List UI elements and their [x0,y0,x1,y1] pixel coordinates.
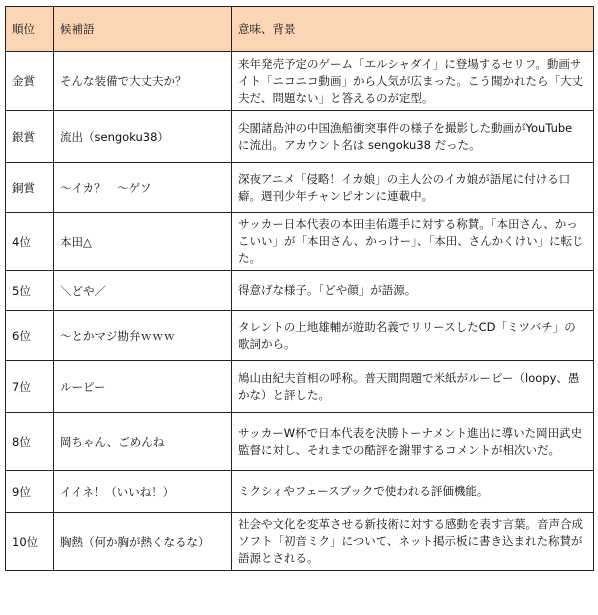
term-cell: ルーピー [54,361,232,413]
meaning-cell: 来年発売予定のゲーム「エルシャダイ」に登場するセリフ。動画サイト「ニコニコ動画」から人気が広まった。こう聞かれたら「大丈夫だ、問題ない」と答えるのが定型。 [232,52,594,111]
header-rank: 順位 [6,7,54,52]
rank-cell: 4位 [6,213,54,271]
term-cell: イイネ！（いいね！） [54,471,232,513]
rank-cell: 銀賞 [6,111,54,163]
table-row [6,271,594,311]
header-meaning: 意味、背景 [232,7,594,52]
table-row [6,311,594,361]
meaning-cell: 深夜アニメ「侵略！イカ娘」の主人公のイカ娘が語尾に付ける口癖。週刊少年チャンピオンに連載中。 [232,163,594,213]
rank-cell: 8位 [6,413,54,471]
term-cell: 本田△ [54,213,232,271]
term-cell: そんな装備で大丈夫か？ [54,52,232,111]
meaning-cell: 社会や文化を変革させる新技術に対する感動を表す言葉。音声合成ソフト「初音ミク」について、ネット掲示板に書き込まれた称賛が語源とされる。 [232,513,594,571]
header-term: 候補語 [54,7,232,52]
term-cell: 〜とかマジ勘弁ｗｗｗ [54,311,232,361]
meaning-cell: サッカー日本代表の本田圭佑選手に対する称賛。「本田さん、かっこいい」が「本田さん、かっけー」、「本田、さんかくけい」に転じた。 [232,213,594,271]
term-cell: ＼どや／ [54,271,232,311]
table-row [6,513,594,571]
meaning-cell: サッカーW杯で日本代表を決勝トーナメント進出に導いた岡田武史監督に対し、それまでの酷評を謝罪するコメントが相次いだ。 [232,413,594,471]
term-cell: 〜イカ？ 〜ゲソ [54,163,232,213]
meaning-cell: 尖閣諸島沖の中国漁船衝突事件の様子を撮影した動画がYouTube に流出。アカウント名は sengoku38 だった。 [232,111,594,163]
rank-cell: 7位 [6,361,54,413]
term-cell: 流出（sengoku38） [54,111,232,163]
rank-cell: 銅賞 [6,163,54,213]
table-row [6,52,594,111]
meaning-cell: 得意げな様子。「どや顔」が語源。 [232,271,594,311]
rank-cell: 9位 [6,471,54,513]
ranking-table [5,6,594,571]
table-row [6,413,594,471]
table-row [6,111,594,163]
term-cell: 胸熱（何か胸が熱くなるな） [54,513,232,571]
table-row [6,361,594,413]
meaning-cell: 鳩山由紀夫首相の呼称。普天間問題で米紙がルーピー（loopy、愚かな）と評した。 [232,361,594,413]
rank-cell: 10位 [6,513,54,571]
meaning-cell: ミクシィやフェースブックで使われる評価機能。 [232,471,594,513]
rank-cell: 金賞 [6,52,54,111]
meaning-cell: タレントの上地雄輔が遊助名義でリリースしたCD「ミツバチ」の歌詞から。 [232,311,594,361]
rank-cell: 6位 [6,311,54,361]
table-header-row [6,7,594,52]
term-cell: 岡ちゃん、ごめんね [54,413,232,471]
table-row [6,213,594,271]
table-row [6,163,594,213]
rank-cell: 5位 [6,271,54,311]
table-row [6,471,594,513]
